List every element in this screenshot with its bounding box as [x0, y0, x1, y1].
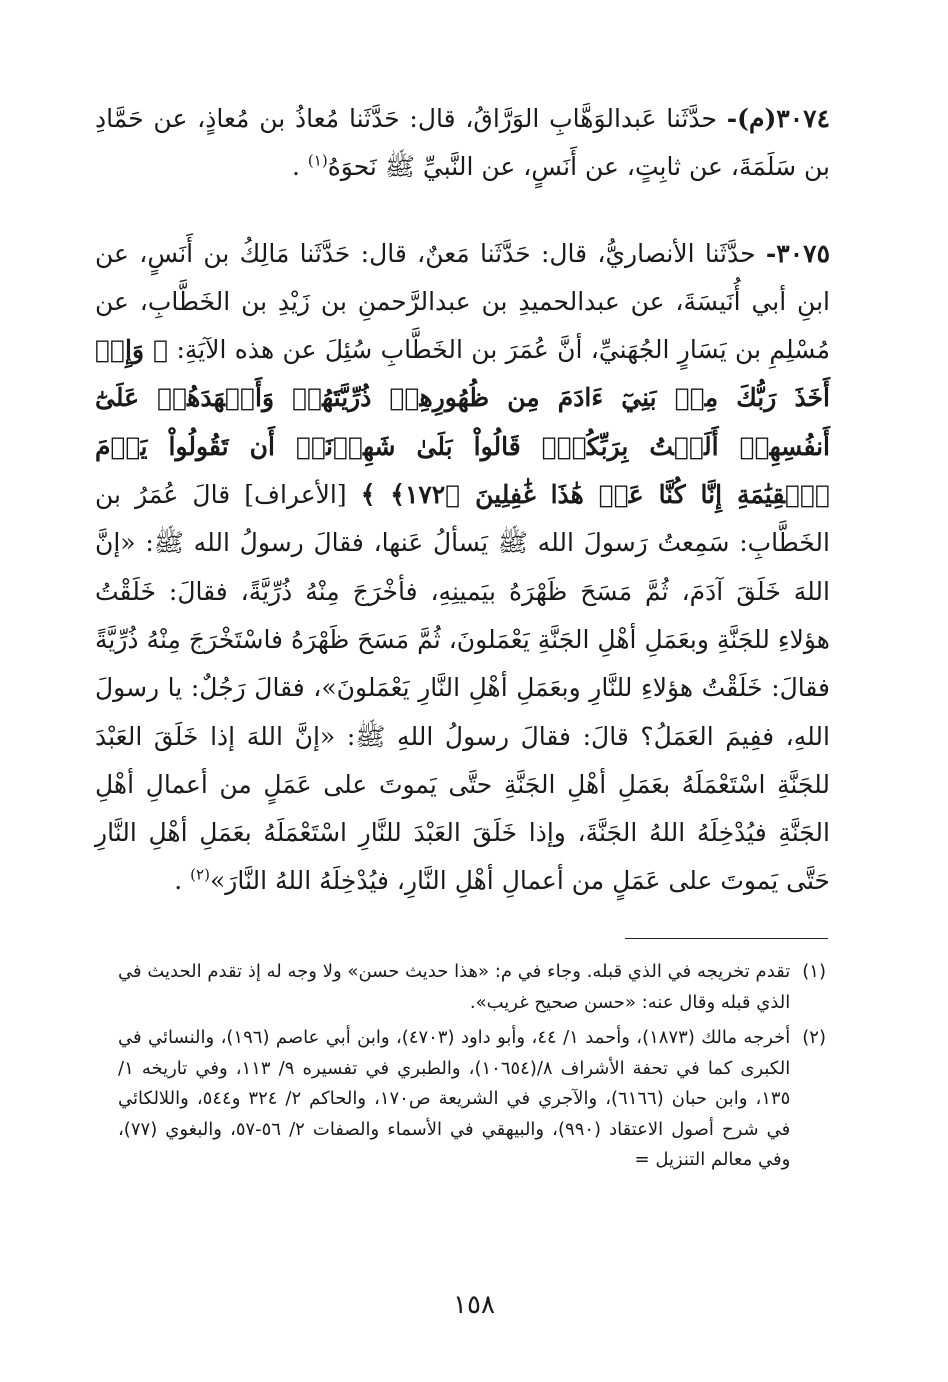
footnote-text: تقدم تخريجه في الذي قبله. وجاء في م: «هذا حديث حسن» ولا وجه له إذ تقدم الحديث في الذي قبله وقال عنه: «حسن صحيح غريب».: [118, 961, 791, 1013]
page-number: ١٥٨: [453, 1290, 495, 1320]
hadith-ending: .: [292, 152, 300, 182]
footnote-ref[interactable]: (٢): [190, 866, 210, 885]
hadith-3074: [95, 95, 830, 192]
hadith-number: ٣٠٧٤(م)-: [726, 104, 830, 133]
hadith-ending: .: [174, 866, 183, 896]
hadith-text-after-verse: [الأعراف] قالَ عُمَرُ بن الخَطَّابِ: سَمِعتُ رَسولَ الله ﷺ يَسألُ عَنها، فقالَ رسولُ الله ﷺ: «إنَّ اللهَ خَلَقَ آدَمَ، ثُمَّ مَسَحَ ظَهْرَهُ بيَمينِهِ، فأخْرَجَ مِنْهُ ذُرِّيَّةً، فقالَ: خَلَقْتُ هؤلاءِ للجَنَّةِ وبعَمَلِ أهْلِ الجَنَّةِ يَعْمَلونَ، ثُمَّ مَسَحَ ظَهْرَهُ فاسْتَخْرَجَ مِنْهُ ذُرِّيَّةً فقالَ: خَلَقْتُ هؤلاءِ للنَّارِ وبعَمَلِ أهْلِ النَّارِ يَعْمَلونَ»، فقالَ رَجُلٌ: يا رسولَ اللهِ، ففِيمَ العَمَلُ؟ قالَ: فقالَ رسولُ اللهِ ﷺ: «إنَّ اللهَ إذا خَلَقَ العَبْدَ للجَنَّةِ اسْتَعْمَلَهُ بعَمَلِ أهْلِ الجَنَّةِ حتَّى يَموتَ على عَمَلٍ من أعمالِ أهْلِ الجَنَّةِ فيُدْخِلَهُ اللهُ الجَنَّةَ، وإذا خَلَقَ العَبْدَ للنَّارِ اسْتَعْمَلَهُ بعَمَلِ أهْلِ النَّارِ حَتَّى يَموتَ على عَمَلٍ من أعمالِ أهْلِ النَّارِ، فيُدْخِلَهُ اللهُ النَّارَ»: [95, 480, 830, 896]
footnotes: [118, 957, 826, 1176]
footnote-item: [118, 957, 826, 1018]
footnote-divider: [625, 938, 828, 939]
hadith-text: حدَّثَنا عَبدالوَهَّابِ الوَرَّاقُ، قال: حَدَّثَنا مُعاذُ بن مُعاذٍ، عن حَمَّادِ بن سَلَمَةَ، عن ثابِتٍ، عن أَنَسٍ، عن النَّبيِّ ﷺ نَحوَهُ: [95, 104, 830, 182]
page-body: [95, 95, 830, 906]
hadith-3075: [95, 230, 830, 906]
quran-verse: ﴿ وَإِذۡ أَخَذَ رَبُّكَ مِنۢ بَنِيٓ ءَادَمَ مِن ظُهُورِهِمۡ ذُرِّيَّتَهُمۡ وَأَشۡهَدَهُمۡ عَلَىٰٓ أَنفُسِهِمۡ أَلَسۡتُ بِرَبِّكُمۡۖ قَالُواْ بَلَىٰ شَهِدۡنَآۚ أَن تَقُولُواْ يَوۡمَ ٱلۡقِيَٰمَةِ إِنَّا كُنَّا عَنۡ هَٰذَا غَٰفِلِينَ ﴿١٧٢﴾ ﴾: [95, 335, 830, 510]
footnote-ref[interactable]: (١): [307, 151, 328, 170]
hadith-text-before-verse: حدَّثَنا الأنصاريُّ، قال: حَدَّثَنا مَعنٌ، قال: حَدَّثَنا مَالِكُ بن أَنَسٍ، عن ابنِ أبي أُنَيسَةَ، عن عبدالحميدِ بن عبدالرَّحمنِ بن زَيْدِ بن الخَطَّابِ، عن مُسْلِمِ بن يَسَارٍ الجُهَنيِّ، أنَّ عُمَرَ بن الخَطَّابِ سُئِلَ عن هذه الآيَةِ:: [95, 238, 830, 365]
footnote-mark: (٢): [802, 1027, 826, 1048]
footnote-text: أخرجه مالك (١٨٧٣)، وأحمد ١/ ٤٤، وأبو داود (٤٧٠٣)، وابن أبي عاصم (١٩٦)، والنسائي في الكبرى كما في تحفة الأشراف ٨/(١٠٦٥٤)، والطبري في تفسيره ٩/ ١١٣، وفي تاريخه ١/ ١٣٥، وابن حبان (٦١٦٦)، والآجري في الشريعة ص١٧٠، والحاكم ٢/ ٣٢٤ و٥٤٤، واللالكائي في شرح أصول الاعتقاد (٩٩٠)، والبيهقي في الأسماء والصفات ٢/ ٥٦-٥٧، والبغوي (٧٧)، وفي معالم التنزيل =: [118, 1027, 791, 1170]
hadith-number: ٣٠٧٥-: [765, 238, 831, 268]
footnote-item: [118, 1023, 826, 1176]
footnote-mark: (١): [802, 961, 826, 982]
